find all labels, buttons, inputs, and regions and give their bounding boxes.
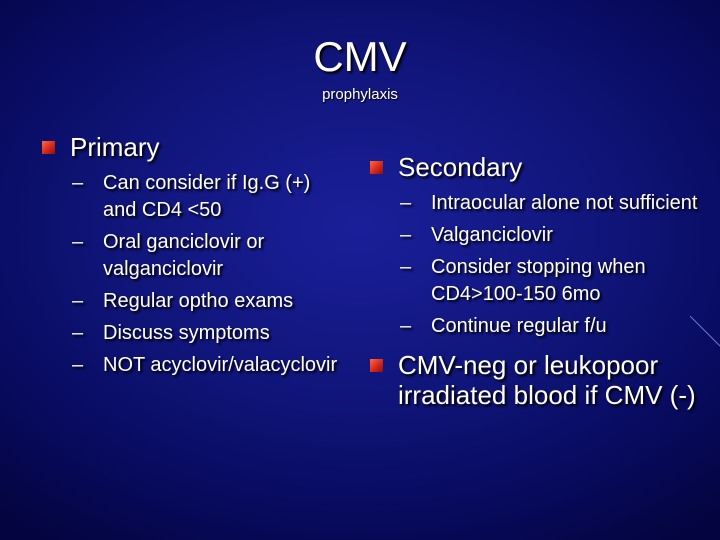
primary-sublist [70,170,342,379]
list-item: – Regular optho exams [70,288,342,315]
list-item: – Oral ganciclovir or valganciclovir [72,231,265,280]
dash-icon: – [72,231,84,253]
secondary-sublist [398,190,700,340]
square-bullet-icon [370,359,383,372]
bullet-primary [42,132,342,162]
dash-icon: – [72,172,84,194]
blood-heading: CMV-neg or leukopoor irradiated blood if CMV (-) [398,350,696,410]
bullet-secondary [370,152,700,182]
secondary-heading: Secondary [398,152,523,182]
dash-icon: – [400,224,412,246]
slide-title: CMV [313,33,407,80]
square-bullet-icon [42,141,55,154]
list-item: – Valganciclovir [398,222,700,249]
dash-icon: – [72,290,84,312]
primary-heading: Primary [70,132,160,162]
square-bullet-icon [370,161,383,174]
slide-subtitle: prophylaxis [322,86,398,103]
bullet-blood [370,350,700,410]
list-item: – Discuss symptoms [70,320,342,347]
dash-icon: – [400,315,412,337]
dash-icon: – [72,322,84,344]
list-item: – Continue regular f/u [398,313,700,340]
list-item: – NOT acyclovir/valacyclovir [70,352,342,379]
dash-icon: – [72,354,84,376]
right-column [370,152,700,410]
list-item: – Consider stopping when CD4>100-150 6mo [400,256,646,305]
list-item: – Can consider if Ig.G (+) and CD4 <50 [72,172,311,221]
list-item: – Intraocular alone not sufficient [398,190,700,217]
left-column [42,132,342,384]
dash-icon: – [400,192,412,214]
dash-icon: – [400,256,412,278]
